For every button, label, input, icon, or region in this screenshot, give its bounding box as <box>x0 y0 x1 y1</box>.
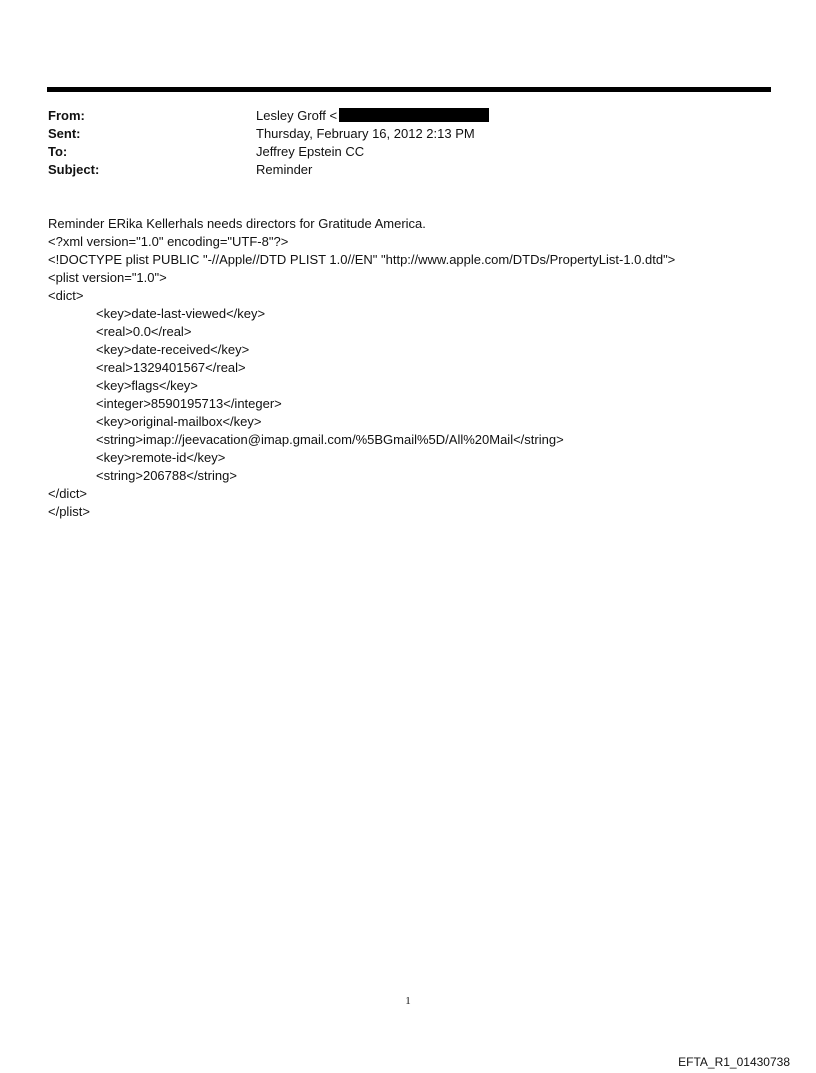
to-value: Jeffrey Epstein CC <box>256 144 365 159</box>
email-body <box>48 215 675 521</box>
body-line: <?xml version="1.0" encoding="UTF-8"?> <box>48 234 289 249</box>
body-line: <!DOCTYPE plist PUBLIC "-//Apple//DTD PLIST 1.0//EN" "http://www.apple.com/DTDs/PropertyList-1.0.dtd"> <box>48 252 676 267</box>
body-line: <string>206788</string> <box>96 468 237 483</box>
header-rule <box>47 87 771 92</box>
body-line: <string>imap://jeevacation@imap.gmail.com/%5BGmail%5D/All%20Mail</string> <box>96 432 564 447</box>
body-line: </plist> <box>48 504 90 519</box>
to-label: To: <box>48 144 68 159</box>
sent-label: Sent: <box>48 126 81 141</box>
body-line: <key>remote-id</key> <box>96 450 226 465</box>
from-value <box>256 107 489 125</box>
body-line: <integer>8590195713</integer> <box>96 396 282 411</box>
body-line: <real>1329401567</real> <box>96 360 246 375</box>
from-label: From: <box>48 108 85 123</box>
body-line: <real>0.0</real> <box>96 324 192 339</box>
body-line: <dict> <box>48 288 84 303</box>
subject-value: Reminder <box>256 162 313 177</box>
body-line: <key>date-last-viewed</key> <box>96 306 266 321</box>
sent-value: Thursday, February 16, 2012 2:13 PM <box>256 126 475 141</box>
from-name: Lesley Groff < <box>256 108 338 123</box>
body-line: </dict> <box>48 486 88 501</box>
body-line: <key>flags</key> <box>96 378 198 393</box>
body-line: Reminder ERika Kellerhals needs directors for Gratitude America. <box>48 216 426 231</box>
redaction-box <box>339 108 489 122</box>
page-number: 1 <box>405 995 411 1007</box>
subject-label: Subject: <box>48 162 100 177</box>
body-line: <plist version="1.0"> <box>48 270 167 285</box>
body-line: <key>original-mailbox</key> <box>96 414 262 429</box>
body-line: <key>date-received</key> <box>96 342 250 357</box>
document-id: EFTA_R1_01430738 <box>678 1055 790 1069</box>
